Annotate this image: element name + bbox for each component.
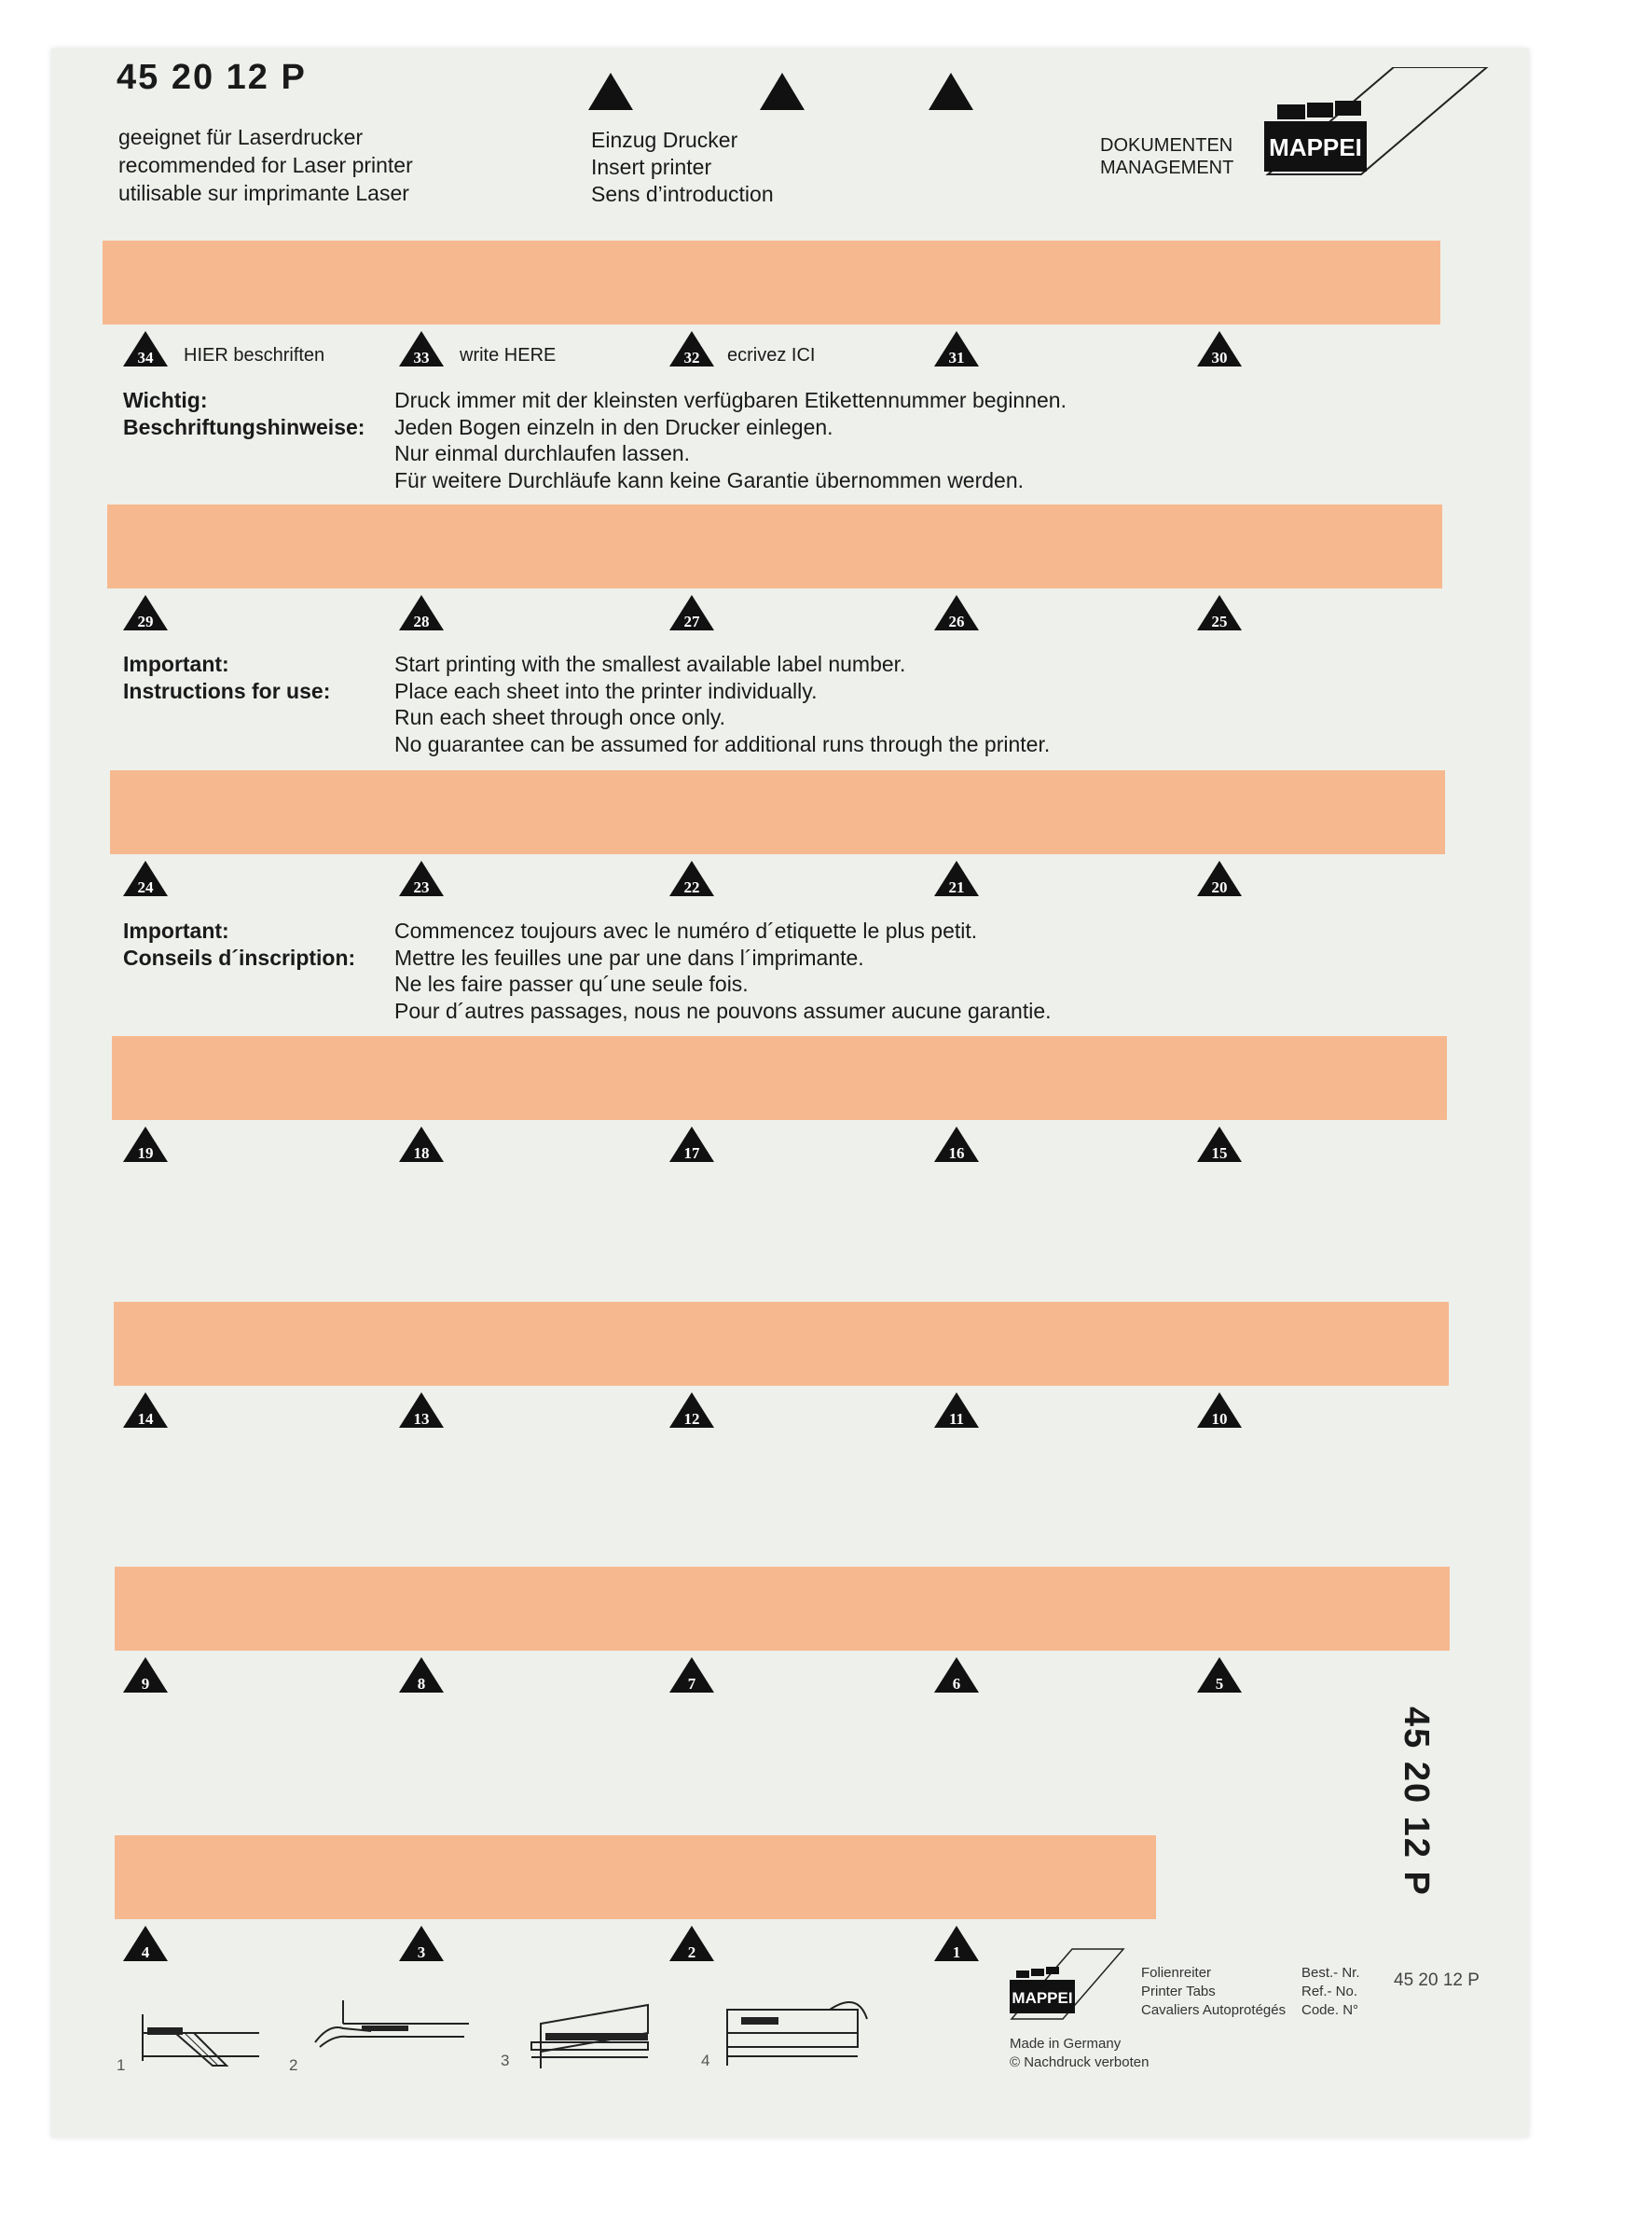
feed-direction bbox=[591, 127, 774, 208]
tab-number-marker bbox=[399, 331, 444, 366]
tab-number-marker bbox=[1197, 861, 1242, 896]
insert-step-3-illustration bbox=[522, 1996, 662, 2070]
tab-number-marker bbox=[399, 1657, 444, 1693]
made-in: Made in Germany © Nachdruck verboten bbox=[1010, 2036, 1150, 2070]
tab-number: 13 bbox=[413, 1410, 430, 1428]
tab-number: 29 bbox=[137, 613, 154, 630]
tab-number-marker bbox=[123, 1657, 168, 1693]
mappei-logo bbox=[1259, 67, 1501, 184]
label-strip bbox=[115, 1567, 1450, 1651]
tab-number: 23 bbox=[413, 878, 430, 896]
tab-number: 1 bbox=[952, 1943, 961, 1961]
tab-number-marker bbox=[934, 331, 979, 366]
tab-number-marker bbox=[123, 1127, 168, 1162]
side-product-code: 45 20 12 P bbox=[1397, 1707, 1436, 1897]
product-names: Folienreiter Printer Tabs Cavaliers Autoprotégés bbox=[1141, 1965, 1287, 2018]
tab-number: 32 bbox=[683, 349, 700, 366]
tab-number: 24 bbox=[137, 878, 154, 896]
feed-arrow-icon bbox=[760, 73, 805, 110]
tab-number-marker bbox=[399, 861, 444, 896]
instructions-fr-heading: Important: Conseils d´inscription: bbox=[123, 919, 356, 970]
tab-number-marker bbox=[934, 861, 979, 896]
instructions-en: Start printing with the smallest available label number. Place each sheet into the printer individually. Run each sheet through once only. No guarantee can be assumed for additional runs through the printer. bbox=[394, 652, 1051, 756]
suitability-fr: utilisable sur imprimante Laser bbox=[118, 181, 409, 205]
instructions-en-heading: Important: Instructions for use: bbox=[123, 652, 331, 703]
tab-number-marker bbox=[1197, 1392, 1242, 1428]
tab-number-marker bbox=[669, 1127, 714, 1162]
tab-number-marker bbox=[123, 1926, 168, 1961]
product-code: 45 20 12 P bbox=[117, 58, 307, 97]
tab-number: 33 bbox=[413, 349, 430, 366]
insert-step-1-illustration bbox=[138, 2005, 264, 2070]
write-hint-en: write HERE bbox=[460, 345, 557, 366]
tab-number-marker bbox=[123, 861, 168, 896]
tab-number: 9 bbox=[141, 1675, 150, 1693]
tab-number: 7 bbox=[687, 1675, 696, 1693]
step-number: 1 bbox=[117, 2056, 126, 2074]
tab-number: 2 bbox=[687, 1943, 696, 1961]
tab-number: 4 bbox=[141, 1943, 150, 1961]
tab-number: 5 bbox=[1215, 1675, 1224, 1693]
step-number: 2 bbox=[289, 2056, 298, 2074]
instructions-fr: Commencez toujours avec le numéro d´etiquette le plus petit. Mettre les feuilles une par une dans l´imprimante. Ne les faire passer qu´une seule fois. Pour d´autres passages, nous ne pouvons assumer aucune garantie. bbox=[394, 919, 1052, 1023]
tab-number: 27 bbox=[683, 613, 700, 630]
footer-logo-text: MAPPEI bbox=[1012, 1989, 1073, 2007]
feed-en: Insert printer bbox=[591, 155, 712, 179]
tab-number: 10 bbox=[1211, 1410, 1228, 1428]
tab-number-marker bbox=[934, 1657, 979, 1693]
instructions-de: Druck immer mit der kleinsten verfügbaren Etikettennummer beginnen. Jeden Bogen einzeln in den Drucker einlegen. Nur einmal durchlaufen lassen. Für weitere Durchläufe kann keine Garantie übernommen werden. bbox=[394, 388, 1067, 492]
tab-number-marker bbox=[669, 1926, 714, 1961]
tab-number-marker bbox=[123, 331, 168, 366]
tab-number: 28 bbox=[413, 613, 430, 630]
label-strip bbox=[107, 505, 1442, 588]
tab-number: 31 bbox=[948, 349, 965, 366]
insert-step-2-illustration bbox=[306, 1996, 474, 2061]
tab-number-marker bbox=[399, 1127, 444, 1162]
step-number: 4 bbox=[701, 2052, 710, 2069]
tab-number-marker bbox=[1197, 1657, 1242, 1693]
label-strip bbox=[115, 1835, 1156, 1919]
tab-number-marker bbox=[934, 595, 979, 630]
tab-number-marker bbox=[1197, 331, 1242, 366]
tab-number: 20 bbox=[1211, 878, 1228, 896]
tab-number: 34 bbox=[137, 349, 154, 366]
step-number: 3 bbox=[501, 2052, 510, 2069]
tab-number: 3 bbox=[417, 1943, 426, 1961]
tab-number-marker bbox=[669, 331, 714, 366]
laser-suitability bbox=[118, 123, 413, 207]
tab-number: 18 bbox=[413, 1144, 430, 1162]
label-strip bbox=[103, 241, 1440, 325]
instructions-de-heading: Wichtig: Beschriftungshinweise: bbox=[123, 388, 365, 439]
mappei-logo-text: MAPPEI bbox=[1269, 133, 1362, 161]
tab-number: 26 bbox=[948, 613, 965, 630]
label-strip bbox=[114, 1302, 1449, 1386]
number-labels: Best.- Nr. Ref.- No. Code. N° bbox=[1301, 1965, 1360, 2018]
feed-de: Einzug Drucker bbox=[591, 128, 738, 152]
feed-arrow-icon bbox=[929, 73, 973, 110]
tab-number: 19 bbox=[137, 1144, 154, 1162]
tab-number: 6 bbox=[952, 1675, 961, 1693]
footer-mappei-logo bbox=[1007, 1944, 1128, 2028]
tab-number-marker bbox=[934, 1392, 979, 1428]
footer-product-code: 45 20 12 P bbox=[1394, 1970, 1480, 1990]
write-hint-de: HIER beschriften bbox=[184, 345, 325, 366]
tab-number: 14 bbox=[137, 1410, 154, 1428]
tab-number-marker bbox=[399, 595, 444, 630]
insert-step-4-illustration bbox=[718, 1991, 876, 2070]
tab-number: 15 bbox=[1211, 1144, 1228, 1162]
tab-number: 12 bbox=[683, 1410, 700, 1428]
suitability-de: geeignet für Laserdrucker bbox=[118, 125, 364, 149]
tab-number-marker bbox=[669, 1657, 714, 1693]
feed-fr: Sens d’introduction bbox=[591, 182, 774, 206]
label-strip bbox=[110, 770, 1445, 854]
tab-number-marker bbox=[1197, 1127, 1242, 1162]
tab-number: 16 bbox=[948, 1144, 965, 1162]
tab-number-marker bbox=[669, 1392, 714, 1428]
tab-number-marker bbox=[399, 1926, 444, 1961]
tab-number: 11 bbox=[948, 1410, 965, 1428]
tab-number: 21 bbox=[948, 878, 965, 896]
tab-number-marker bbox=[1197, 595, 1242, 630]
brand-tagline: DOKUMENTEN MANAGEMENT bbox=[1100, 135, 1234, 178]
tab-number-marker bbox=[669, 595, 714, 630]
tab-number: 8 bbox=[417, 1675, 426, 1693]
feed-arrow-icon bbox=[588, 73, 633, 110]
tab-number: 25 bbox=[1211, 613, 1228, 630]
tab-number: 17 bbox=[683, 1144, 700, 1162]
tab-number-marker bbox=[669, 861, 714, 896]
tab-number-marker bbox=[399, 1392, 444, 1428]
label-strip bbox=[112, 1036, 1447, 1120]
suitability-en: recommended for Laser printer bbox=[118, 153, 413, 177]
tab-number-marker bbox=[123, 1392, 168, 1428]
tab-number: 30 bbox=[1211, 349, 1228, 366]
tab-number-marker bbox=[934, 1127, 979, 1162]
tab-number-marker bbox=[123, 595, 168, 630]
tab-number-marker bbox=[934, 1926, 979, 1961]
write-hint-fr: ecrivez ICI bbox=[727, 345, 816, 366]
tab-number: 22 bbox=[683, 878, 700, 896]
